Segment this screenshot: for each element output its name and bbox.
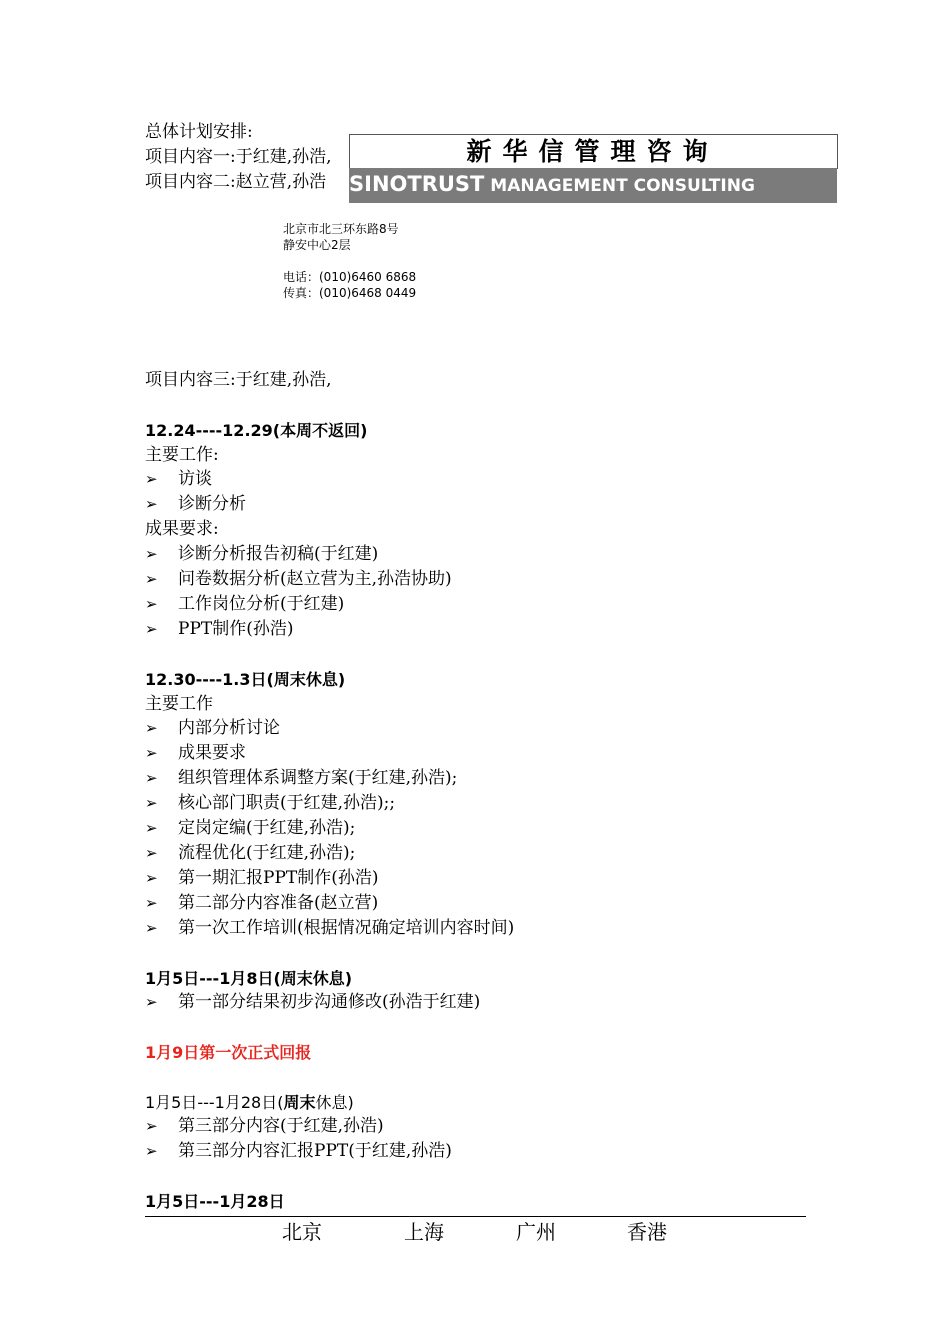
arrow-bullet-icon: ➢ bbox=[145, 894, 158, 912]
arrow-bullet-icon: ➢ bbox=[145, 744, 158, 762]
list-item: ➢ 问卷数据分析(赵立营为主,孙浩协助) bbox=[145, 567, 452, 592]
period-4-heading: 1月5日---1月28日(周末休息) bbox=[145, 1093, 354, 1112]
company-name-en-sub: MANAGEMENT CONSULTING bbox=[484, 176, 755, 196]
fax-line: 传真：(010)6468 0449 bbox=[283, 286, 417, 300]
list-item: ➢ 访谈 bbox=[145, 467, 212, 492]
arrow-bullet-icon: ➢ bbox=[145, 1117, 158, 1135]
arrow-bullet-icon: ➢ bbox=[145, 595, 158, 613]
footer-city: 香港 bbox=[627, 1220, 667, 1244]
arrow-bullet-icon: ➢ bbox=[145, 570, 158, 588]
list-item: ➢ 工作岗位分析(于红建) bbox=[145, 592, 344, 617]
footer-city: 广州 bbox=[516, 1220, 556, 1244]
arrow-bullet-icon: ➢ bbox=[145, 844, 158, 862]
phone-line: 电话：(010)6460 6868 bbox=[283, 270, 417, 284]
company-name-cn: 新华信管理咨询 bbox=[466, 137, 719, 166]
arrow-bullet-icon: ➢ bbox=[145, 819, 158, 837]
period-1-work-label: 主要工作: bbox=[145, 445, 219, 465]
project-item-3: 项目内容三:于红建,孙浩, bbox=[145, 370, 332, 390]
period-5-heading: 1月5日---1月28日 bbox=[145, 1192, 285, 1211]
arrow-bullet-icon: ➢ bbox=[145, 919, 158, 937]
list-item: ➢ 核心部门职责(于红建,孙浩);; bbox=[145, 791, 395, 816]
list-item: ➢ 第三部分内容(于红建,孙浩) bbox=[145, 1114, 384, 1139]
period-2-work-label: 主要工作 bbox=[145, 694, 213, 714]
list-item: ➢ 第一部分结果初步沟通修改(孙浩于红建) bbox=[145, 990, 480, 1015]
company-name-en-band bbox=[349, 168, 837, 203]
list-item: ➢ 第一次工作培训(根据情况确定培训内容时间) bbox=[145, 916, 514, 941]
list-item: ➢ 内部分析讨论 bbox=[145, 716, 280, 741]
address-line-1: 北京市北三环东路8号 bbox=[283, 222, 399, 236]
arrow-bullet-icon: ➢ bbox=[145, 545, 158, 563]
list-item: ➢ 诊断分析报告初稿(于红建) bbox=[145, 542, 378, 567]
footer-divider bbox=[145, 1216, 806, 1217]
project-item-2: 项目内容二:赵立营,孙浩 bbox=[145, 172, 327, 192]
arrow-bullet-icon: ➢ bbox=[145, 719, 158, 737]
footer-city: 上海 bbox=[404, 1220, 444, 1244]
period-3-heading: 1月5日---1月8日(周末休息) bbox=[145, 969, 353, 988]
list-item: ➢ 第二部分内容准备(赵立营) bbox=[145, 891, 378, 916]
list-item: ➢ 第三部分内容汇报PPT(于红建,孙浩) bbox=[145, 1139, 452, 1164]
list-item: ➢ PPT制作(孙浩) bbox=[145, 617, 293, 642]
arrow-bullet-icon: ➢ bbox=[145, 769, 158, 787]
arrow-bullet-icon: ➢ bbox=[145, 993, 158, 1011]
list-item: ➢ 第一期汇报PPT制作(孙浩) bbox=[145, 866, 378, 891]
list-item: ➢ 流程优化(于红建,孙浩); bbox=[145, 841, 355, 866]
period-2-heading: 12.30----1.3日(周末休息) bbox=[145, 670, 346, 689]
arrow-bullet-icon: ➢ bbox=[145, 794, 158, 812]
footer-city: 北京 bbox=[282, 1220, 322, 1244]
list-item: ➢ 成果要求 bbox=[145, 741, 246, 766]
arrow-bullet-icon: ➢ bbox=[145, 1142, 158, 1160]
period-1-result-label: 成果要求: bbox=[145, 519, 219, 539]
arrow-bullet-icon: ➢ bbox=[145, 470, 158, 488]
list-item: ➢ 诊断分析 bbox=[145, 492, 246, 517]
list-item: ➢ 组织管理体系调整方案(于红建,孙浩); bbox=[145, 766, 457, 791]
project-item-1: 项目内容一:于红建,孙浩, bbox=[145, 147, 332, 167]
arrow-bullet-icon: ➢ bbox=[145, 620, 158, 638]
list-item: ➢ 定岗定编(于红建,孙浩); bbox=[145, 816, 355, 841]
arrow-bullet-icon: ➢ bbox=[145, 869, 158, 887]
arrow-bullet-icon: ➢ bbox=[145, 495, 158, 513]
company-name-en-main: SINOTRUST bbox=[349, 172, 485, 196]
address-line-2: 静安中心2层 bbox=[283, 238, 351, 252]
milestone-heading: 1月9日第一次正式回报 bbox=[145, 1043, 312, 1062]
period-1-heading: 12.24----12.29(本周不返回) bbox=[145, 421, 368, 440]
overall-title: 总体计划安排: bbox=[145, 122, 253, 142]
